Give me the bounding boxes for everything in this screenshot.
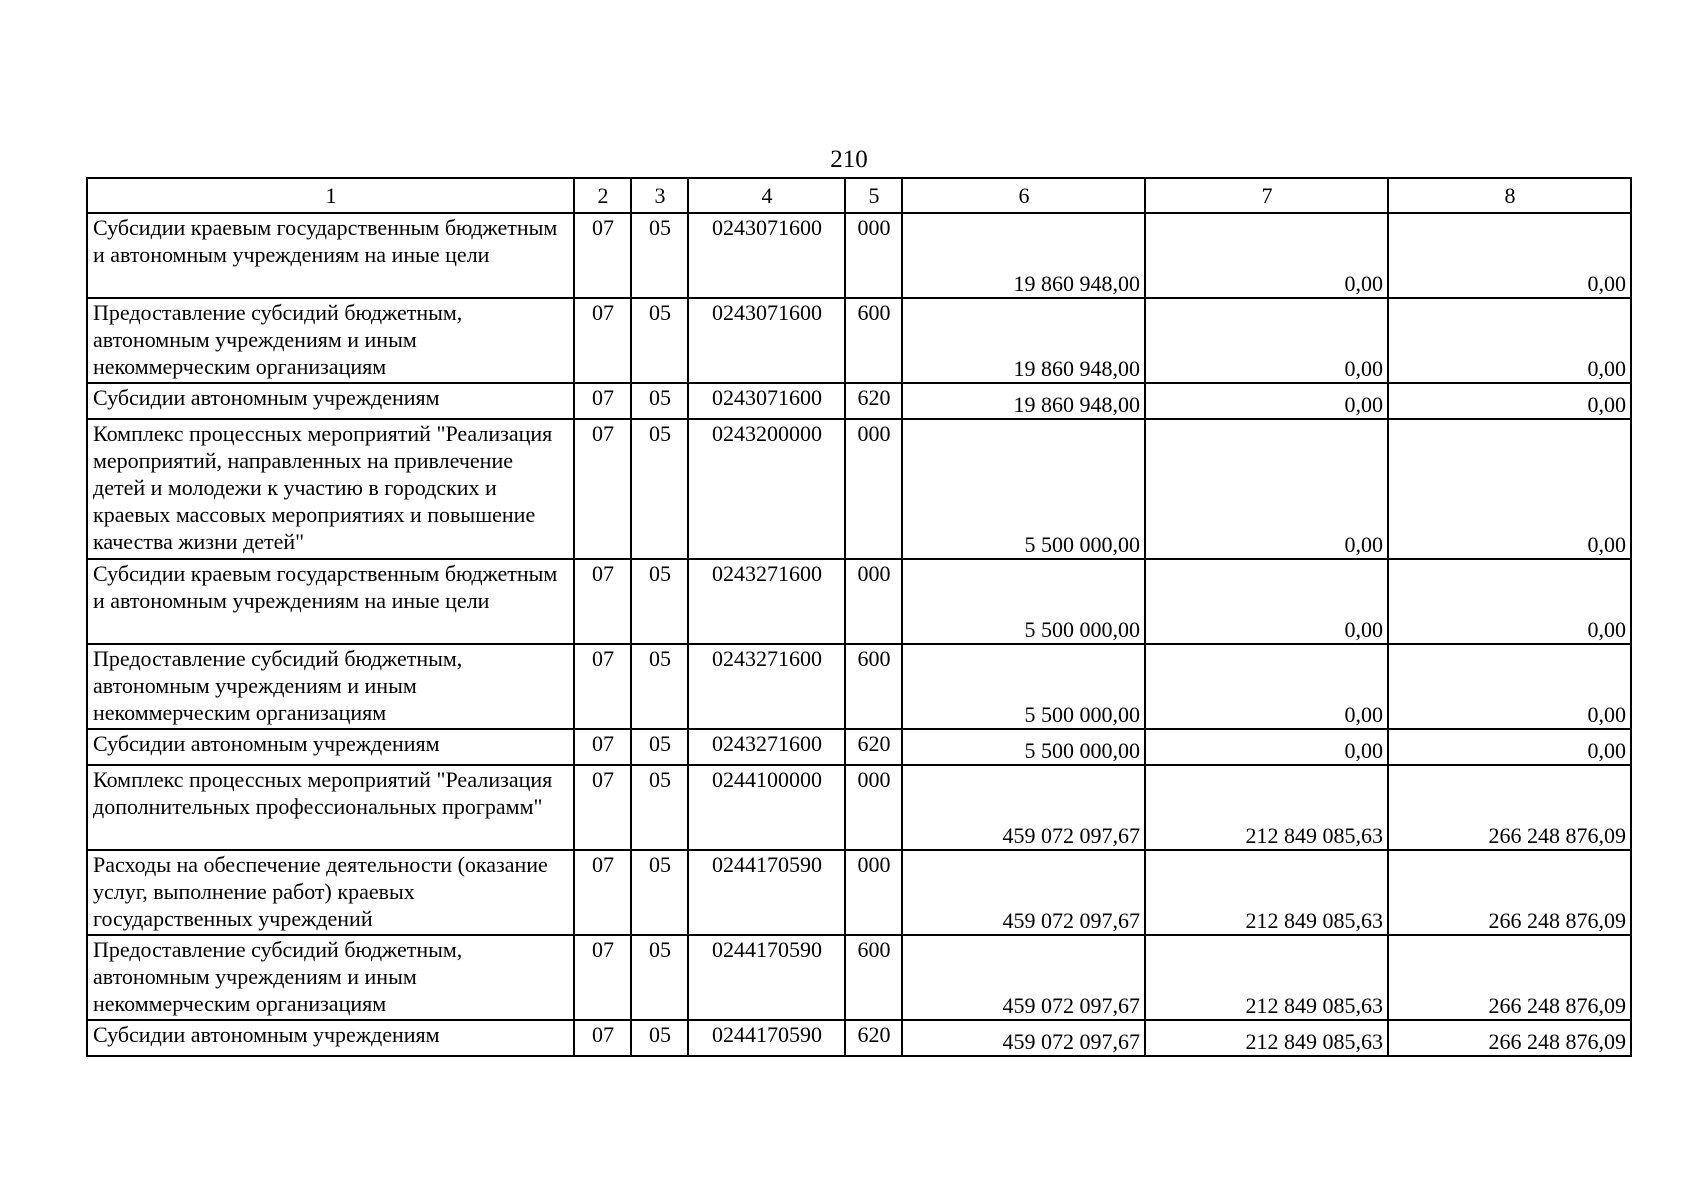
amount-col6: 5 500 000,00 [902,729,1145,765]
target-article-code: 0243271600 [688,729,845,765]
amount-col7: 0,00 [1145,383,1388,419]
table-row [87,419,1631,559]
row-name: Предоставление субсидий бюджетным, автономным учреждениям и иным некоммерческим организациям [87,935,574,1020]
target-article-code: 0244170590 [688,850,845,935]
header-cell: 2 [574,178,631,213]
expense-type-code: 620 [845,729,902,765]
header-cell: 7 [1145,178,1388,213]
expense-type-code: 600 [845,298,902,383]
row-name: Предоставление субсидий бюджетным, автономным учреждениям и иным некоммерческим организациям [87,298,574,383]
table-row [87,850,1631,935]
expense-type-code: 000 [845,419,902,559]
header-cell: 5 [845,178,902,213]
amount-col8: 266 248 876,09 [1388,1020,1631,1056]
section-code: 07 [574,383,631,419]
amount-col6: 5 500 000,00 [902,419,1145,559]
header-cell: 1 [87,178,574,213]
amount-col7: 0,00 [1145,644,1388,729]
table-row [87,298,1631,383]
amount-col8: 0,00 [1388,644,1631,729]
amount-col7: 0,00 [1145,559,1388,644]
section-code: 07 [574,850,631,935]
expense-type-code: 000 [845,765,902,850]
table-row [87,559,1631,644]
subsection-code: 05 [631,298,688,383]
target-article-code: 0243071600 [688,383,845,419]
amount-col8: 0,00 [1388,729,1631,765]
amount-col8: 266 248 876,09 [1388,850,1631,935]
row-name: Субсидии краевым государственным бюджетным и автономным учреждениям на иные цели [87,559,574,644]
section-code: 07 [574,419,631,559]
subsection-code: 05 [631,1020,688,1056]
header-cell: 6 [902,178,1145,213]
section-code: 07 [574,935,631,1020]
amount-col8: 266 248 876,09 [1388,935,1631,1020]
table-row [87,765,1631,850]
subsection-code: 05 [631,559,688,644]
expense-type-code: 620 [845,1020,902,1056]
expense-type-code: 600 [845,644,902,729]
target-article-code: 0243271600 [688,559,845,644]
target-article-code: 0244170590 [688,1020,845,1056]
subsection-code: 05 [631,213,688,298]
amount-col8: 0,00 [1388,559,1631,644]
expense-type-code: 000 [845,213,902,298]
amount-col8: 0,00 [1388,383,1631,419]
amount-col6: 19 860 948,00 [902,383,1145,419]
subsection-code: 05 [631,850,688,935]
amount-col6: 459 072 097,67 [902,1020,1145,1056]
subsection-code: 05 [631,644,688,729]
section-code: 07 [574,729,631,765]
target-article-code: 0243071600 [688,213,845,298]
target-article-code: 0244170590 [688,935,845,1020]
amount-col6: 459 072 097,67 [902,850,1145,935]
amount-col6: 19 860 948,00 [902,298,1145,383]
table-header-row [87,178,1631,213]
expense-type-code: 600 [845,935,902,1020]
amount-col7: 0,00 [1145,298,1388,383]
expense-type-code: 000 [845,850,902,935]
amount-col6: 459 072 097,67 [902,765,1145,850]
amount-col7: 212 849 085,63 [1145,1020,1388,1056]
amount-col7: 0,00 [1145,729,1388,765]
expense-type-code: 620 [845,383,902,419]
amount-col6: 459 072 097,67 [902,935,1145,1020]
section-code: 07 [574,644,631,729]
amount-col7: 212 849 085,63 [1145,850,1388,935]
table-row [87,1020,1631,1056]
table-row [87,383,1631,419]
target-article-code: 0244100000 [688,765,845,850]
header-cell: 8 [1388,178,1631,213]
section-code: 07 [574,1020,631,1056]
subsection-code: 05 [631,729,688,765]
section-code: 07 [574,298,631,383]
header-cell: 3 [631,178,688,213]
header-cell: 4 [688,178,845,213]
section-code: 07 [574,559,631,644]
amount-col6: 5 500 000,00 [902,644,1145,729]
amount-col7: 0,00 [1145,419,1388,559]
row-name: Субсидии автономным учреждениям [87,383,574,419]
amount-col8: 266 248 876,09 [1388,765,1631,850]
row-name: Субсидии краевым государственным бюджетным и автономным учреждениям на иные цели [87,213,574,298]
amount-col7: 0,00 [1145,213,1388,298]
row-name: Предоставление субсидий бюджетным, автономным учреждениям и иным некоммерческим организациям [87,644,574,729]
amount-col7: 212 849 085,63 [1145,935,1388,1020]
subsection-code: 05 [631,383,688,419]
amount-col7: 212 849 085,63 [1145,765,1388,850]
amount-col6: 5 500 000,00 [902,559,1145,644]
table-row [87,213,1631,298]
row-name: Расходы на обеспечение деятельности (оказание услуг, выполнение работ) краевых государственных учреждений [87,850,574,935]
target-article-code: 0243071600 [688,298,845,383]
amount-col8: 0,00 [1388,298,1631,383]
table-row [87,935,1631,1020]
subsection-code: 05 [631,935,688,1020]
target-article-code: 0243271600 [688,644,845,729]
amount-col6: 19 860 948,00 [902,213,1145,298]
row-name: Субсидии автономным учреждениям [87,1020,574,1056]
amount-col8: 0,00 [1388,213,1631,298]
table-row [87,644,1631,729]
subsection-code: 05 [631,765,688,850]
section-code: 07 [574,765,631,850]
subsection-code: 05 [631,419,688,559]
target-article-code: 0243200000 [688,419,845,559]
expense-type-code: 000 [845,559,902,644]
row-name: Комплекс процессных мероприятий "Реализация дополнительных профессиональных программ" [87,765,574,850]
page-number: 210 [830,146,868,173]
table-row [87,729,1631,765]
row-name: Комплекс процессных мероприятий "Реализация мероприятий, направленных на привлечение детей и молодежи к участию в городских и краевых массовых мероприятиях и повышение качества жизни детей" [87,419,574,559]
row-name: Субсидии автономным учреждениям [87,729,574,765]
budget-table [86,177,1632,1057]
amount-col8: 0,00 [1388,419,1631,559]
section-code: 07 [574,213,631,298]
